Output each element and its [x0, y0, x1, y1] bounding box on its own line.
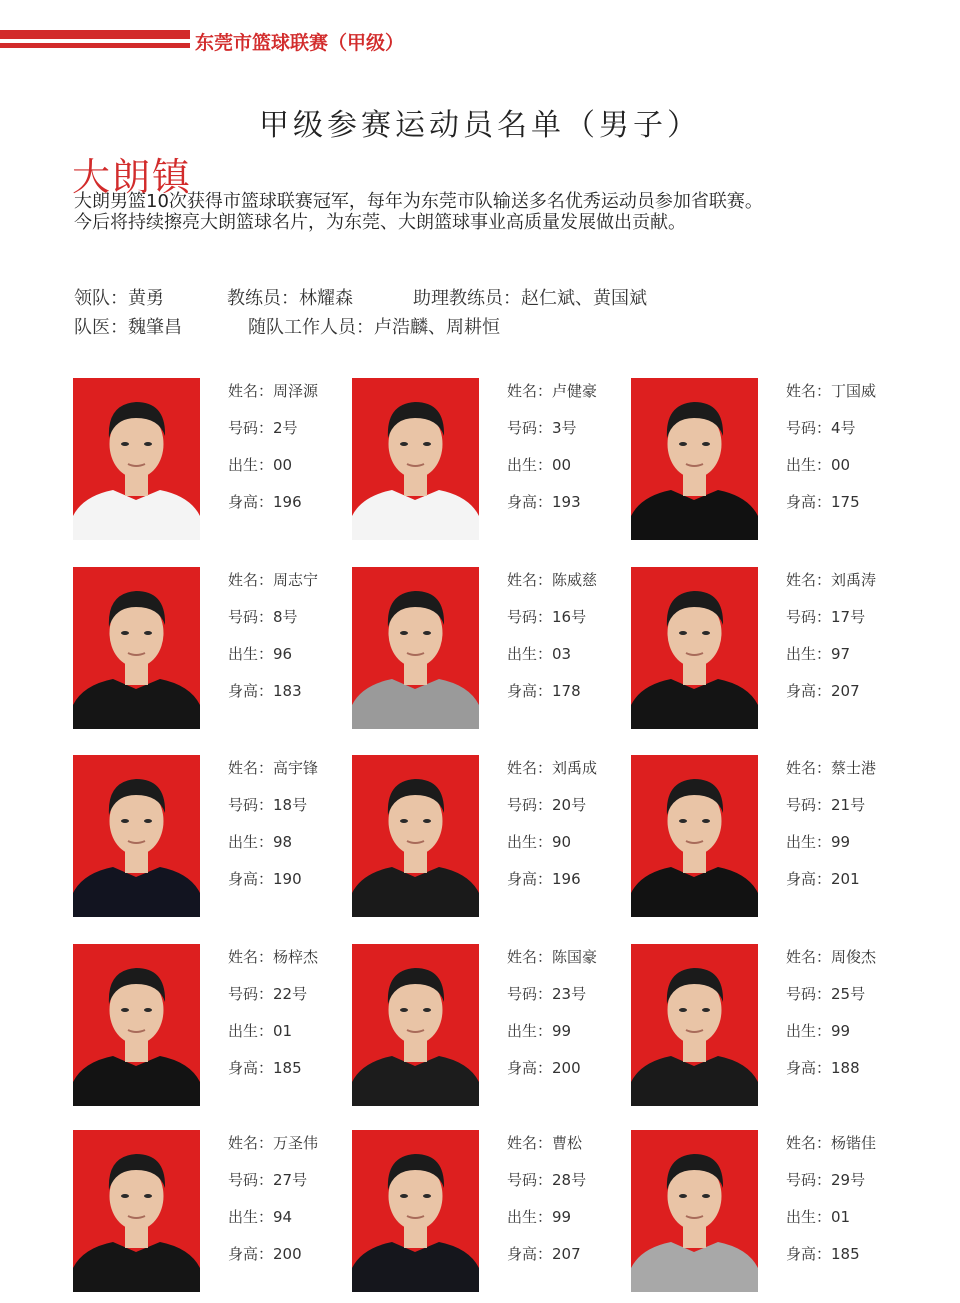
player-height: 175 [831, 493, 860, 511]
player-name-row [786, 1132, 876, 1153]
town-name: 大朗镇 [72, 155, 193, 199]
player-birth: 99 [831, 833, 851, 851]
player-birth-row [507, 454, 571, 475]
player-name-label: 姓名： [507, 948, 553, 966]
player-name: 周俊杰 [831, 948, 877, 966]
player-number-label: 号码： [786, 608, 832, 626]
player-name-row [786, 946, 876, 967]
player-name: 丁国威 [831, 382, 877, 400]
player-height-row [786, 868, 860, 889]
player-birth-label: 出生： [507, 456, 553, 474]
player-photo [352, 944, 479, 1106]
player-name-label: 姓名： [507, 382, 553, 400]
player-number: 20号 [552, 796, 587, 814]
player-birth-label: 出生： [507, 645, 553, 663]
player-birth: 00 [552, 456, 572, 474]
player-height-row [786, 1057, 860, 1078]
player-height: 201 [831, 870, 860, 888]
player-number-row [507, 794, 586, 815]
player-height: 185 [831, 1245, 860, 1263]
player-number-label: 号码： [507, 985, 553, 1003]
player-name: 万圣伟 [273, 1134, 319, 1152]
player-number-row [507, 983, 586, 1004]
player-birth-row [786, 643, 850, 664]
player-number: 21号 [831, 796, 866, 814]
player-number-label: 号码： [228, 985, 274, 1003]
player-height-label: 身高： [507, 682, 553, 700]
league-title: 东莞市篮球联赛（甲级） [195, 32, 405, 54]
player-height-row [786, 1243, 860, 1264]
player-name-label: 姓名： [507, 759, 553, 777]
player-birth: 90 [552, 833, 572, 851]
player-birth: 98 [273, 833, 293, 851]
player-birth: 97 [831, 645, 851, 663]
player-birth-row [507, 643, 571, 664]
player-number-row [507, 1169, 586, 1190]
player-name-row [786, 757, 876, 778]
player-name-row [507, 380, 597, 401]
player-name-row [228, 380, 318, 401]
player-name-label: 姓名： [507, 1134, 553, 1152]
player-number: 8号 [273, 608, 298, 626]
player-photo [631, 755, 758, 917]
player-number: 4号 [831, 419, 856, 437]
player-number-row [786, 606, 865, 627]
staff-leader: 领队：黄勇 [74, 288, 164, 309]
staff-doctor: 队医：魏肇昌 [74, 317, 182, 338]
player-number-row [786, 417, 856, 438]
player-name: 高宇锋 [273, 759, 319, 777]
player-birth-label: 出生： [507, 833, 553, 851]
player-height: 178 [552, 682, 581, 700]
player-birth-label: 出生： [786, 645, 832, 663]
player-height-label: 身高： [228, 682, 274, 700]
player-birth: 99 [552, 1208, 572, 1226]
player-birth-row [786, 1206, 850, 1227]
player-number-row [228, 606, 298, 627]
player-birth-label: 出生： [786, 1022, 832, 1040]
player-height-row [786, 491, 860, 512]
staff-support: 随队工作人员：卢浩麟、周耕恒 [248, 317, 500, 338]
player-number: 27号 [273, 1171, 308, 1189]
player-birth: 01 [273, 1022, 293, 1040]
intro-line: 大朗男篮10次获得市篮球联赛冠军，每年为东莞市队输送多名优秀运动员参加省联赛。 [74, 191, 763, 212]
player-height-label: 身高： [786, 682, 832, 700]
player-number-label: 号码： [507, 796, 553, 814]
player-name-label: 姓名： [786, 571, 832, 589]
player-number-label: 号码： [786, 796, 832, 814]
player-height: 188 [831, 1059, 860, 1077]
player-name-row [507, 1132, 582, 1153]
player-height-row [228, 1057, 302, 1078]
player-birth-label: 出生： [786, 1208, 832, 1226]
player-name-label: 姓名： [786, 382, 832, 400]
player-number: 18号 [273, 796, 308, 814]
player-name-label: 姓名： [228, 948, 274, 966]
player-birth: 96 [273, 645, 293, 663]
player-number-row [228, 417, 298, 438]
player-number-label: 号码： [507, 608, 553, 626]
player-height-row [507, 1243, 581, 1264]
player-height: 207 [831, 682, 860, 700]
player-number-row [507, 417, 577, 438]
player-birth-label: 出生： [786, 833, 832, 851]
player-number-label: 号码： [786, 985, 832, 1003]
player-height: 196 [552, 870, 581, 888]
player-height-label: 身高： [228, 1245, 274, 1263]
player-height-row [228, 1243, 302, 1264]
player-name-label: 姓名： [786, 759, 832, 777]
player-name-label: 姓名： [228, 759, 274, 777]
player-number: 29号 [831, 1171, 866, 1189]
player-photo [73, 1130, 200, 1292]
player-number-label: 号码： [507, 419, 553, 437]
player-number-label: 号码： [228, 608, 274, 626]
player-photo [73, 755, 200, 917]
player-birth-row [507, 1206, 571, 1227]
player-photo [352, 755, 479, 917]
player-number: 22号 [273, 985, 308, 1003]
player-birth-row [507, 1020, 571, 1041]
player-number-label: 号码： [786, 1171, 832, 1189]
player-name: 周泽源 [273, 382, 319, 400]
player-height-row [507, 868, 581, 889]
player-birth-row [228, 643, 292, 664]
player-number: 17号 [831, 608, 866, 626]
header-decoration [0, 30, 190, 52]
staff-coach: 教练员：林耀森 [227, 288, 353, 309]
player-name: 蔡士港 [831, 759, 877, 777]
player-birth: 00 [831, 456, 851, 474]
player-birth-label: 出生： [228, 1208, 274, 1226]
player-photo [631, 567, 758, 729]
player-birth-label: 出生： [507, 1208, 553, 1226]
player-number-row [228, 794, 307, 815]
player-birth-row [786, 831, 850, 852]
player-birth: 00 [273, 456, 293, 474]
player-number-row [228, 1169, 307, 1190]
player-height-row [507, 680, 581, 701]
player-height-row [786, 680, 860, 701]
player-birth-row [786, 454, 850, 475]
player-height: 183 [273, 682, 302, 700]
player-birth: 03 [552, 645, 572, 663]
player-birth-row [507, 831, 571, 852]
player-name-label: 姓名： [507, 571, 553, 589]
intro-text [74, 191, 914, 233]
player-birth-row [228, 1206, 292, 1227]
player-name-row [507, 757, 597, 778]
player-birth-label: 出生： [786, 456, 832, 474]
player-height: 207 [552, 1245, 581, 1263]
player-number-row [786, 983, 865, 1004]
player-number-label: 号码： [228, 1171, 274, 1189]
player-photo [352, 567, 479, 729]
player-name-label: 姓名： [228, 571, 274, 589]
player-number-row [786, 1169, 865, 1190]
player-height: 200 [552, 1059, 581, 1077]
player-photo [73, 567, 200, 729]
player-name: 陈威慈 [552, 571, 598, 589]
player-number-row [228, 983, 307, 1004]
player-number: 28号 [552, 1171, 587, 1189]
player-birth: 01 [831, 1208, 851, 1226]
player-name-row [507, 569, 597, 590]
player-number-label: 号码： [507, 1171, 553, 1189]
player-height-label: 身高： [507, 493, 553, 511]
player-photo [352, 1130, 479, 1292]
player-photo [631, 378, 758, 540]
player-photo [73, 944, 200, 1106]
player-number: 2号 [273, 419, 298, 437]
player-name-row [786, 569, 876, 590]
player-name: 卢健豪 [552, 382, 598, 400]
player-name-row [228, 946, 318, 967]
player-height-label: 身高： [786, 493, 832, 511]
player-name-row [228, 569, 318, 590]
player-height-label: 身高： [507, 870, 553, 888]
player-photo [631, 944, 758, 1106]
player-height-label: 身高： [507, 1059, 553, 1077]
player-height: 200 [273, 1245, 302, 1263]
player-number: 3号 [552, 419, 577, 437]
player-photo [73, 378, 200, 540]
player-name: 周志宁 [273, 571, 319, 589]
player-height-row [228, 680, 302, 701]
player-birth-row [228, 831, 292, 852]
player-height-row [228, 491, 302, 512]
player-height-row [228, 868, 302, 889]
player-height-label: 身高： [228, 870, 274, 888]
player-number: 25号 [831, 985, 866, 1003]
player-name: 杨梓杰 [273, 948, 319, 966]
player-height-row [507, 491, 581, 512]
player-name-row [228, 757, 318, 778]
player-height: 196 [273, 493, 302, 511]
player-height-label: 身高： [786, 1059, 832, 1077]
player-birth-label: 出生： [507, 1022, 553, 1040]
player-height: 190 [273, 870, 302, 888]
player-height: 185 [273, 1059, 302, 1077]
player-name-row [507, 946, 597, 967]
player-birth-label: 出生： [228, 645, 274, 663]
player-number-row [786, 794, 865, 815]
player-height-label: 身高： [228, 1059, 274, 1077]
player-birth: 94 [273, 1208, 293, 1226]
player-name: 刘禹涛 [831, 571, 877, 589]
intro-line: 今后将持续擦亮大朗篮球名片，为东莞、大朗篮球事业高质量发展做出贡献。 [74, 212, 686, 233]
player-birth: 99 [552, 1022, 572, 1040]
player-birth-row [786, 1020, 850, 1041]
player-birth-label: 出生： [228, 456, 274, 474]
player-name-row [228, 1132, 318, 1153]
player-name-label: 姓名： [228, 382, 274, 400]
player-height-label: 身高： [228, 493, 274, 511]
player-number: 16号 [552, 608, 587, 626]
player-name-row [786, 380, 876, 401]
player-number-label: 号码： [786, 419, 832, 437]
player-number-row [507, 606, 586, 627]
player-birth-row [228, 1020, 292, 1041]
player-number: 23号 [552, 985, 587, 1003]
player-name: 杨锴佳 [831, 1134, 877, 1152]
player-number-label: 号码： [228, 419, 274, 437]
player-photo [631, 1130, 758, 1292]
player-height-row [507, 1057, 581, 1078]
player-name: 陈国豪 [552, 948, 598, 966]
page-title: 甲级参赛运动员名单（男子） [259, 108, 701, 143]
player-name-label: 姓名： [228, 1134, 274, 1152]
player-birth-row [228, 454, 292, 475]
player-height-label: 身高： [507, 1245, 553, 1263]
player-birth-label: 出生： [228, 833, 274, 851]
player-birth-label: 出生： [228, 1022, 274, 1040]
player-name: 曹松 [552, 1134, 583, 1152]
player-height-label: 身高： [786, 1245, 832, 1263]
player-height-label: 身高： [786, 870, 832, 888]
player-name-label: 姓名： [786, 1134, 832, 1152]
player-birth: 99 [831, 1022, 851, 1040]
player-height: 193 [552, 493, 581, 511]
player-name-label: 姓名： [786, 948, 832, 966]
player-name: 刘禹成 [552, 759, 598, 777]
player-photo [352, 378, 479, 540]
player-number-label: 号码： [228, 796, 274, 814]
staff-assistant: 助理教练员：赵仁斌、黄国斌 [413, 288, 647, 309]
